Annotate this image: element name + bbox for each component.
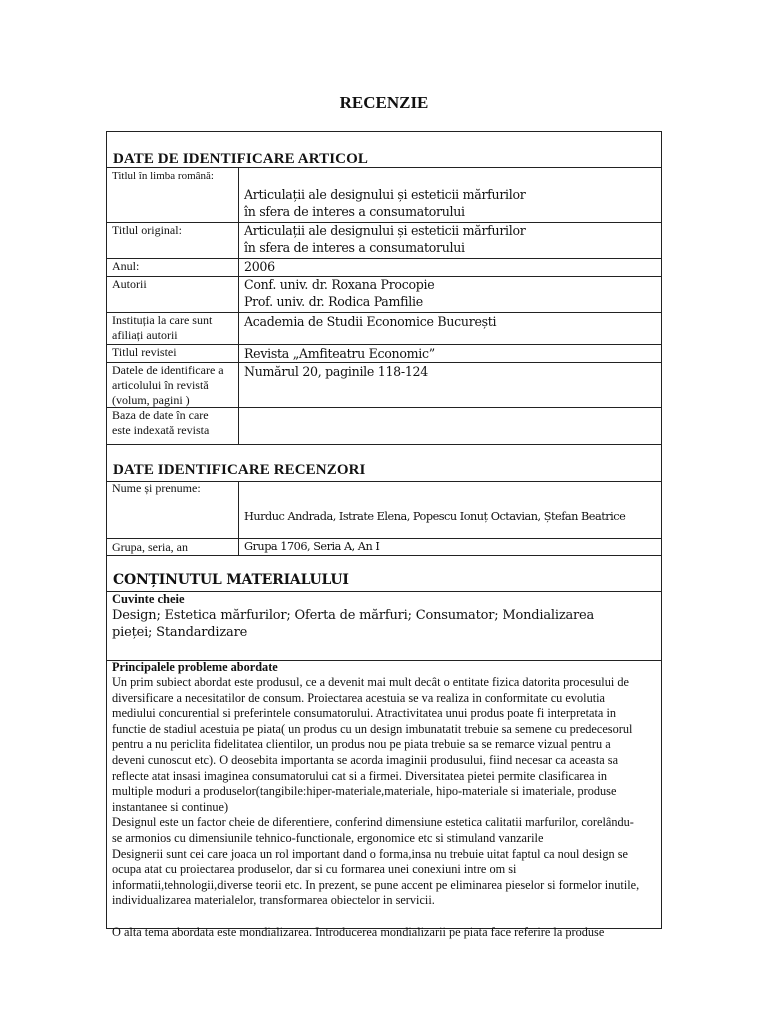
- problems-label: Principalele probleme abordate: [112, 660, 278, 674]
- keywords-value: Design; Estetica mărfurilor; Oferta de mărfuri; Consumator; Mondializarea pieței; Standardizare: [112, 608, 595, 640]
- value-reviewer-names: Hurduc Andrada, Istrate Elena, Popescu Ionuț Octavian, Ștefan Beatrice: [244, 510, 626, 523]
- page-title: RECENZIE: [339, 93, 429, 112]
- label-reviewer-names: Nume și prenume:: [112, 481, 201, 495]
- row-divider: [106, 444, 662, 445]
- label-original-title: Titlul original:: [112, 223, 182, 237]
- value-year: 2006: [244, 259, 275, 274]
- row-divider: [106, 258, 662, 259]
- value-group: Grupa 1706, Seria A, An I: [244, 540, 380, 553]
- label-database: Baza de date în care este indexată revista: [112, 408, 210, 437]
- row-divider: [106, 538, 662, 539]
- value-institution: Academia de Studii Economice București: [244, 314, 497, 329]
- value-identification-data: Numărul 20, paginile 118-124: [244, 364, 428, 379]
- reviewers-section-heading: DATE IDENTIFICARE RECENZORI: [113, 462, 366, 478]
- label-romanian-title: Titlul în limba română:: [112, 170, 214, 182]
- label-identification-data: Datele de identificare a articolului în revistă (volum, pagini ): [112, 363, 224, 407]
- content-section-heading: CONȚINUTUL MATERIALULUI: [113, 572, 349, 588]
- article-section-heading: DATE DE IDENTIFICARE ARTICOL: [113, 151, 368, 167]
- label-year: Anul:: [112, 259, 140, 273]
- label-group: Grupa, seria, an: [112, 540, 188, 554]
- row-divider: [106, 555, 662, 556]
- column-divider: [238, 167, 239, 444]
- value-authors: Conf. univ. dr. Roxana Procopie Prof. univ. dr. Rodica Pamfilie: [244, 277, 435, 309]
- value-romanian-title: Articulații ale designului și esteticii mărfurilor în sfera de interes a consumatorului: [244, 187, 526, 219]
- label-authors: Autorii: [112, 277, 147, 291]
- label-institution: Instituția la care sunt afiliați autorii: [112, 313, 213, 342]
- row-divider: [106, 591, 662, 592]
- column-divider: [238, 481, 239, 555]
- label-journal-title: Titlul revistei: [112, 345, 177, 359]
- value-original-title: Articulații ale designului și esteticii mărfurilor în sfera de interes a consumatorului: [244, 223, 526, 255]
- problems-text: Un prim subiect abordat este produsul, ce a devenit mai mult decât o entitate fizica datorita procesului de diversificare a necesitatilor de consum. Proiectarea acestuia se va realiza in conformitate cu evolutia mediului concurential si preferintele consumatorului. Atractivitatea unui produs poate fi interpretata in functie de stadiul acestuia pe piata( un produs cu un design imbunatatit trebuie sa semene cu predecesorul pentru a nu periclita fidelitatea clientilor, un produs nou pe piata trebuie sa se remarce vizual pentru a deveni cunoscut etc). O deosebita importanta se acorda imaginii produsului, fiind necesar ca aceasta sa reflecte atat insasi imaginea consumatorului cat si a firmei. Diversitatea pietei permite clasificarea in multiple moduri a produselor(tangibile:hiper-materiale,materiale, hipo-materiale si imateriale, produse instantanee si continue) Designul este un factor cheie de diferentiere, conferind dimensiune estetica calitatii marfurilor, corelându- se armonios cu dimensiunile tehnico-functionale, ergonomice etc si stimuland vanzarile Designerii sunt cei care joaca un rol important dand o forma,insa nu trebuie uitat faptul ca noul design se ocupa atat cu proiectarea produselor, dar si cu formarea unei conexiuni intre om si informatii,tehnologii,diverse teorii etc. In prezent, se pune accent pe eliminarea pieselor si formelor inutile, individualizarea materialelor, transformarea obiectelor in servicii. O alta tema abordata este mondializarea. Introducerea mondializarii pe piata face referire la produse: [112, 675, 640, 939]
- keywords-label: Cuvinte cheie: [112, 592, 185, 606]
- value-journal-title: Revista „Amfiteatru Economic”: [244, 346, 435, 361]
